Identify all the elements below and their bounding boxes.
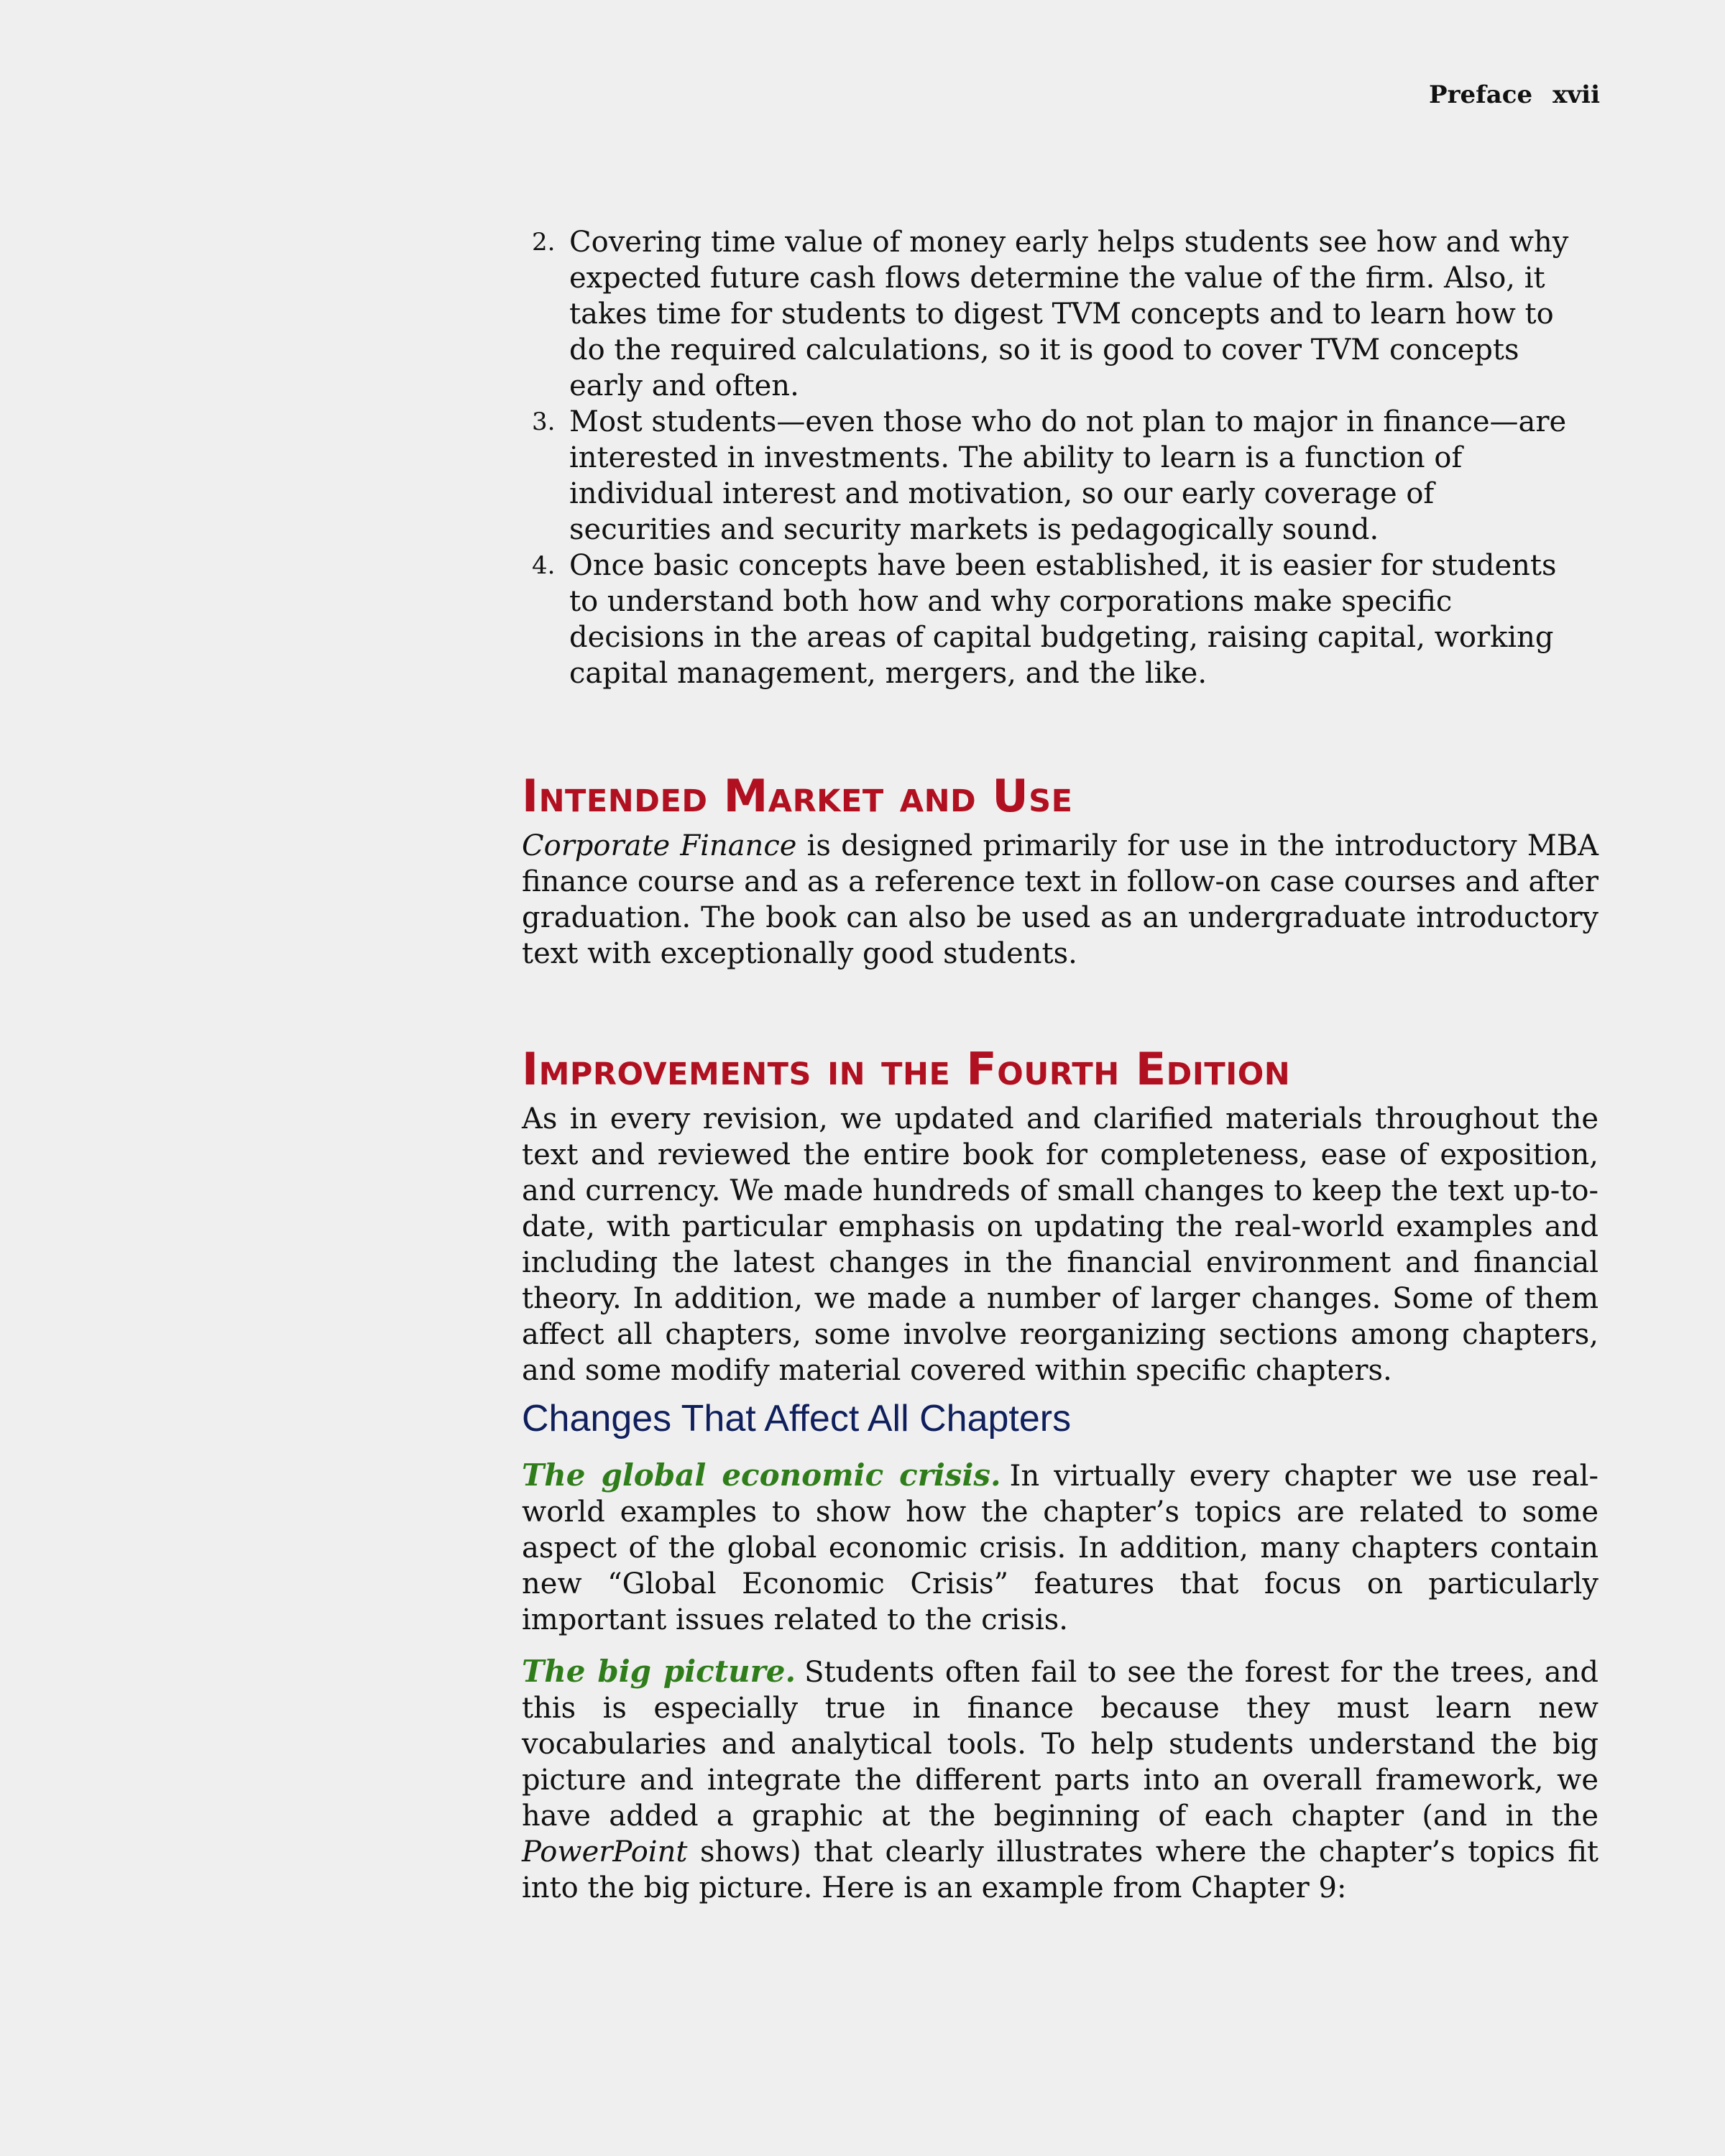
- global-crisis-lead: The global economic crisis.: [522, 1457, 1001, 1493]
- list-item: [532, 404, 1581, 548]
- book-title: Corporate Finance: [522, 829, 797, 862]
- running-head: [1429, 80, 1600, 109]
- list-item-text: Once basic concepts have been established, it is easier for students to understand both how and why corporations make specific decisions in the areas of capital budgeting, raising capital, working capital management, mergers, and the like.: [569, 549, 1557, 690]
- global-crisis-paragraph: [522, 1457, 1598, 1638]
- intended-market-section: [522, 769, 1598, 987]
- changes-section: [522, 1396, 1598, 1922]
- big-picture-paragraph: [522, 1654, 1598, 1906]
- section-heading-intended-market: Intended Market and Use: [522, 770, 1073, 822]
- big-picture-body-part-2: shows) that clearly illustrates where the chapter’s topics fit into the big picture. Here is an example from Chapter 9:: [522, 1835, 1598, 1904]
- improvements-paragraph: As in every revision, we updated and clarified materials throughout the text and reviewed the entire book for completeness, ease of exposition, and currency. We made hundreds of small changes to keep the text up-to-date, with particular emphasis on updating the real-world examples and including the latest changes in the financial environment and financial theory. In addition, we made a number of larger changes. Some of them affect all chapters, some involve reorganizing sections among chapters, and some modify material covered within specific chapters.: [522, 1102, 1598, 1387]
- list-item-number: 4.: [532, 551, 556, 580]
- page-number: xvii: [1552, 80, 1600, 109]
- list-item-number: 3.: [532, 407, 556, 436]
- subsection-heading-changes: Changes That Affect All Chapters: [522, 1398, 1072, 1439]
- intended-market-paragraph: [522, 828, 1598, 972]
- list-item-text: Most students—even those who do not plan to major in finance—are interested in investments. The ability to learn is a function of individual interest and motivation, so our early coverage of securities and security markets is pedagogically sound.: [569, 405, 1567, 546]
- numbered-list: [532, 224, 1581, 691]
- big-picture-body-part-1: Students often fail to see the forest for the trees, and this is especially true in finance because they must learn new vocabularies and analytical tools. To help students understand the big picture and integrate the different parts into an overall framework, we have added a graphic at the beginning of each chapter (and in the: [522, 1656, 1598, 1833]
- improvements-section: [522, 1042, 1598, 1404]
- powerpoint-term: PowerPoint: [522, 1835, 688, 1869]
- section-heading-improvements: Improvements in the Fourth Edition: [522, 1043, 1291, 1095]
- list-item: [532, 548, 1581, 691]
- intended-market-body: is designed primarily for use in the introductory MBA finance course and as a reference text in follow-on case courses and after graduation. The book can also be used as an undergraduate introductory text with exceptionally good students.: [522, 829, 1599, 970]
- global-crisis-body: In virtually every chapter we use real-world examples to show how the chapter’s topics are related to some aspect of the global economic crisis. In addition, many chapters contain new “Global Economic Crisis” features that focus on particularly important issues related to the crisis.: [522, 1460, 1598, 1636]
- list-item-number: 2.: [532, 228, 556, 257]
- list-item: [532, 224, 1581, 404]
- running-head-section: Preface: [1429, 80, 1533, 109]
- big-picture-lead: The big picture.: [522, 1654, 796, 1689]
- list-item-text: Covering time value of money early helps students see how and why expected future cash flows determine the value of the firm. Also, it takes time for students to digest TVM concepts and to learn how to do the required calculations, so it is good to cover TVM concepts early and often.: [569, 226, 1569, 402]
